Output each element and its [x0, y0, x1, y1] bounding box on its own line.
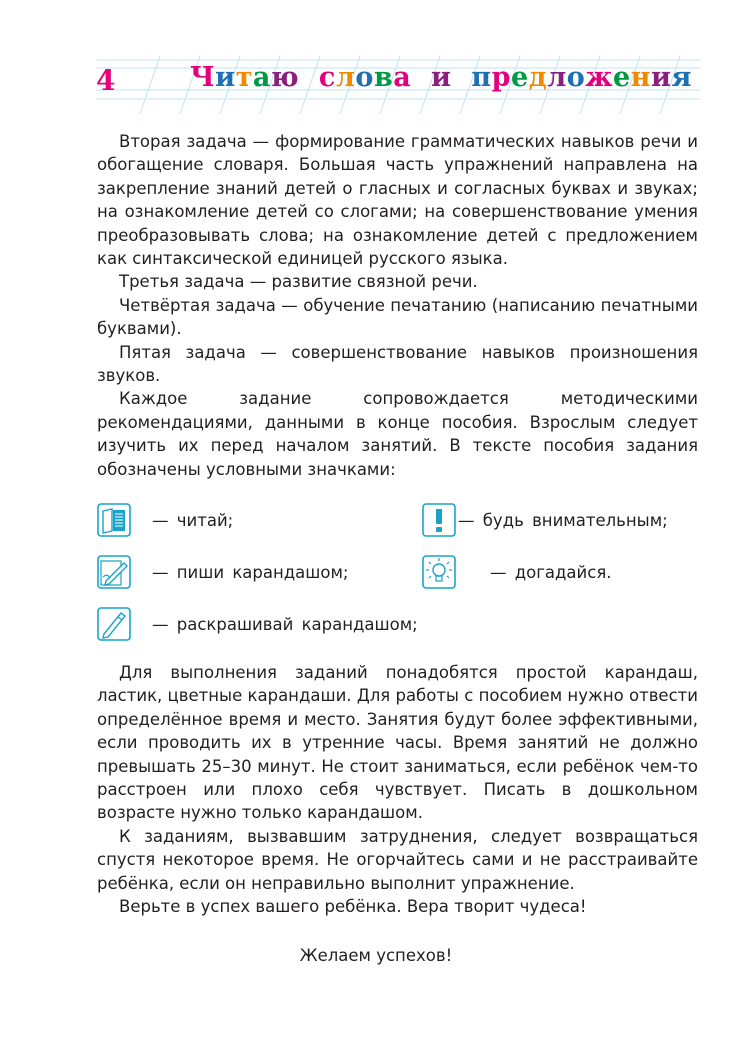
- intro-paragraph: Третья задача — развитие связной речи.: [119, 272, 478, 292]
- page-header: [0, 50, 752, 120]
- pencil-write-icon: [97, 555, 131, 589]
- intro-text: [97, 130, 698, 481]
- title-letter: т: [235, 62, 253, 93]
- title-letter: л: [335, 62, 356, 93]
- book-icon: [97, 503, 131, 537]
- title-letter: Ч: [190, 62, 216, 93]
- intro-paragraph: Пятая задача — совершенствование навыков произношения звуков.: [97, 342, 698, 386]
- title-letter: е: [613, 62, 631, 93]
- title-letter: е: [511, 62, 529, 93]
- title-letter: и: [431, 62, 452, 93]
- legend-text: — догадайся.: [490, 562, 612, 582]
- title-letter: д: [528, 62, 548, 93]
- title-letter: в: [373, 62, 394, 93]
- title-letter: и: [650, 62, 672, 93]
- legend-text: — будь внимательным;: [458, 510, 668, 530]
- legend-item-read: [97, 502, 233, 538]
- page-title: [190, 62, 692, 93]
- legend-item-write: [97, 554, 349, 590]
- title-letter: р: [491, 62, 512, 93]
- body-text: [97, 661, 698, 918]
- body-paragraph: Верьте в успех вашего ребёнка. Вера творит чудеса!: [119, 897, 587, 917]
- title-letter: [452, 62, 472, 93]
- body-paragraph: К заданиям, вызвавшим затруднения, следует возвращаться спустя некоторое время. Не огорчайтесь сами и не расстраивайте ребёнка, если он неправильно выполнит упражнение.: [97, 826, 698, 893]
- closing-line: Желаем успехов!: [299, 946, 453, 965]
- title-letter: п: [471, 62, 492, 93]
- title-letter: [299, 62, 319, 93]
- title-letter: [411, 62, 431, 93]
- legend-item-attention: [422, 502, 668, 538]
- body-paragraph: Для выполнения заданий понадобятся простой карандаш, ластик, цветные карандаши. Для работы с пособием нужно отвести определённое время и место. Занятия будут более эффективными, если проводить их в утренние часы. Время занятий не должно превышать 25–30 минут. Не стоит заниматься, если ребёнок чем-то расстроен или плохо себя чувствует. Писать в дошкольном возрасте нужно только карандашом.: [97, 663, 698, 823]
- intro-paragraph: Каждое задание сопровождается методическими рекомендациями, данными в конце пособия. Взрослым следует изучить их перед началом занятий. В тексте пособия задания обозначены условными значками:: [97, 389, 698, 479]
- legend-item-guess: [422, 554, 612, 590]
- title-letter: с: [318, 62, 336, 93]
- page-number: 4: [96, 64, 116, 97]
- legend-text: — раскрашивай карандашом;: [152, 614, 418, 634]
- intro-paragraph: Вторая задача — формирование грамматических навыков речи и обогащение словаря. Большая часть упражнений направлена на закрепление знаний детей о гласных и согласных буквах и звуках; на ознакомление детей со слогами; на совершенствование умения преобразовывать слова; на ознакомление детей с предложением как синтаксической единицей русского языка.: [97, 132, 698, 269]
- title-letter: ж: [585, 62, 614, 93]
- title-letter: ю: [270, 62, 300, 93]
- title-letter: а: [252, 62, 271, 93]
- title-letter: л: [547, 62, 567, 93]
- legend-item-color: [97, 606, 418, 642]
- title-letter: н: [630, 62, 651, 93]
- legend-text: — пиши карандашом;: [152, 562, 349, 582]
- legend-text: — читай;: [152, 510, 234, 530]
- lightbulb-icon: [422, 555, 456, 589]
- title-letter: о: [355, 62, 374, 93]
- title-letter: и: [215, 62, 236, 93]
- intro-paragraph: Четвёртая задача — обучение печатанию (написанию печатными буквами).: [97, 295, 698, 339]
- pencil-color-icon: [97, 607, 131, 641]
- exclamation-icon: [422, 503, 456, 537]
- title-letter: я: [671, 62, 692, 93]
- title-letter: о: [566, 62, 586, 93]
- title-letter: а: [393, 62, 412, 93]
